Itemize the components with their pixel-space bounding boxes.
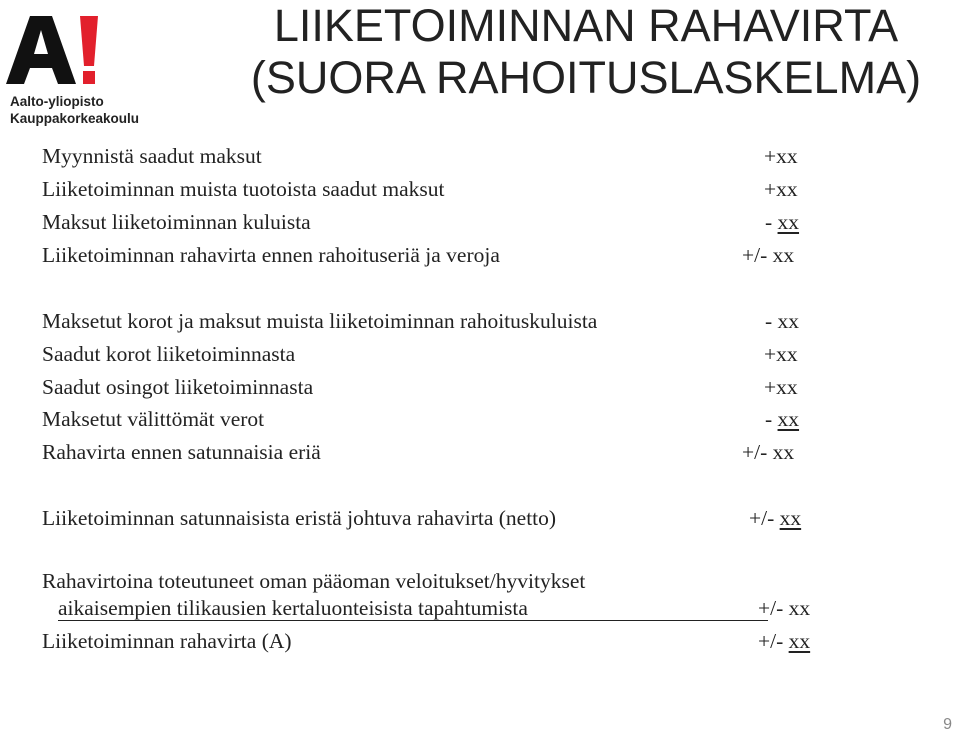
row-label: Saadut korot liiketoiminnasta <box>42 342 296 366</box>
page-number: 9 <box>943 716 952 733</box>
row-value: +/- xx <box>742 243 795 267</box>
row-value: - xx <box>765 407 800 431</box>
row-label: Liiketoiminnan muista tuotoista saadut maksut <box>42 177 445 201</box>
aalto-a-exclamation-icon <box>6 12 102 92</box>
title-line-1: LIIKETOIMINNAN RAHAVIRTA <box>273 0 899 51</box>
row-label: Maksetut korot ja maksut muista liiketoiminnan rahoituskuluista <box>42 309 598 333</box>
row-value: +/- xx <box>758 596 811 620</box>
total-rule <box>58 620 768 621</box>
row-label: Rahavirta ennen satunnaisia eriä <box>42 440 321 464</box>
row-label-total: Liiketoiminnan rahavirta (A) <box>42 629 292 653</box>
row-value: +xx <box>764 342 798 366</box>
row-label-continuation: aikaisempien tilikausien kertaluonteisista tapahtumista <box>58 596 528 620</box>
row-value: +xx <box>764 375 798 399</box>
row-value: +xx <box>764 144 798 168</box>
logo-text-university: Aalto-yliopisto <box>10 94 104 109</box>
row-value: - xx <box>765 309 800 333</box>
row-label: Liiketoiminnan satunnaisista eristä johtuva rahavirta (netto) <box>42 506 557 530</box>
aalto-logo <box>6 12 156 127</box>
logo-text-school: Kauppakorkeakoulu <box>10 111 140 126</box>
row-value: +/- xx <box>749 506 802 530</box>
row-value: +/- xx <box>742 440 795 464</box>
row-label: Saadut osingot liiketoiminnasta <box>42 375 314 399</box>
row-value: +xx <box>764 177 798 201</box>
row-label: Rahavirtoina toteutuneet oman pääoman veloitukset/hyvitykset <box>42 569 586 593</box>
title-line-2: (SUORA RAHOITUSLASKELMA) <box>250 52 922 103</box>
row-label: Myynnistä saadut maksut <box>42 144 262 168</box>
row-value-total: +/- xx <box>758 629 811 653</box>
row-label: Maksetut välittömät verot <box>42 407 265 431</box>
row-label: Liiketoiminnan rahavirta ennen rahoituseriä ja veroja <box>42 243 500 267</box>
row-value: - xx <box>765 210 800 234</box>
row-label: Maksut liiketoiminnan kuluista <box>42 210 311 234</box>
page-title <box>216 0 956 104</box>
